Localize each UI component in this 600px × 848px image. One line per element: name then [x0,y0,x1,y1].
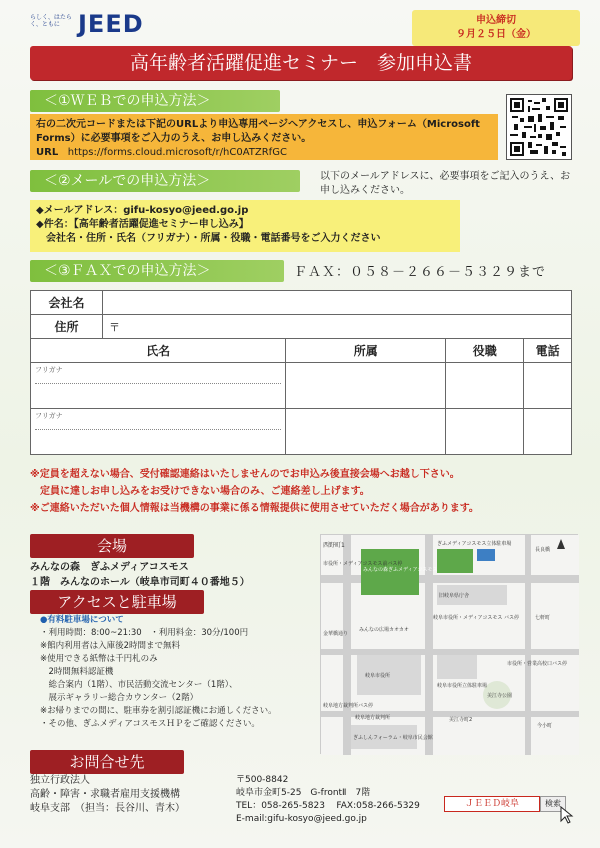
department-field[interactable] [286,363,446,409]
mail-intro: 以下のメールアドレスに、必要事項をご記入のうえ、お申し込みください。 [320,171,571,196]
mail-address: ◆メールアドレス：gifu-kosyo@jeed.go.jp [36,205,249,216]
contact-tel: TEL：058-265-5823 [236,801,325,811]
table-row [31,409,572,455]
map-label: 長良橋 [535,547,551,553]
col-title: 役職 [446,339,524,363]
note-line: ※定員を超えない場合、受付確認連絡はいたしませんのでお申込み後直接会場へお越し下さい。 [30,469,460,480]
name-field[interactable] [31,363,286,409]
map-label: 今小町 [537,723,553,729]
postal-mark: 〒 [109,320,120,334]
map-label: 西野町1 [323,542,345,549]
contact-email[interactable]: E-mail:gifu-kosyo@jeed.go.jp [236,814,367,824]
venue-details [30,560,320,590]
col-department: 所属 [286,339,446,363]
org-line: 高齢・障害・求職者雇用支援機構 [30,789,180,800]
contact-phones [236,800,456,813]
web-body: 右の二次元コードまたは下記のURLより申込専用ページへアクセスし、申込フォーム（Microsoft Forms）に必要事項をご入力のうえ、お申し込みください。 [36,119,480,144]
venue-heading: 会場 [30,534,194,558]
access-line: 総合案内（1階）、市民活動交流センター（1階）、 [40,680,238,690]
access-details [40,614,320,731]
note-line: 定員に達しお申し込みをお受けできない場合のみ、ご連絡差し上げます。 [30,486,370,497]
map-label: 旧岐阜県庁舎 [439,593,470,599]
mail-fields: 会社名・住所・氏名（フリガナ）・所属・役職・電話番号をご入力ください [46,233,381,244]
access-line: ●有料駐車場について [40,615,124,625]
deadline-date: ９月２５日（金） [456,29,536,40]
map-label: 市役所・メディアコスモス前バス停 [323,561,403,567]
access-line: ・利用時間：8:00~21:30 ・利用料金：30分/100円 [40,628,249,638]
map-label: 七軒町 [535,615,551,621]
access-line: ※館内利用者は入庫後2時間まで無料 [40,641,181,651]
venue-map [320,534,578,754]
access-line: 2時間無料認証機 [40,667,114,677]
address-label: 住所 [31,315,103,339]
furigana-label: フリガナ [35,412,63,420]
address-row [31,315,572,339]
furigana-label: フリガナ [35,366,63,374]
contact-address: 岐阜市金町5-25 G-frontⅡ 7階 [236,788,371,798]
logo-tagline: らしく、はたらく、ともに [30,14,72,28]
mail-section-heading: ＜②メールでの申込方法＞ [30,170,300,192]
venue-line1: みんなの森 ぎふメディアコスモス [30,562,189,573]
web-section-heading: ＜①ＷＥＢでの申込方法＞ [30,90,280,112]
map-label: 岐阜地方裁判所バス停 [323,703,374,709]
table-row [31,363,572,409]
notes [30,466,578,517]
title-field[interactable] [446,409,524,455]
map-drawing [321,535,579,755]
url-label: URL [36,147,59,158]
cursor-icon [560,806,574,824]
map-label: 美江寺町2 [449,717,473,723]
search-input[interactable]: ＪＥＥＤ岐阜 [444,796,540,812]
contact-info [236,774,456,826]
company-label: 会社名 [31,291,103,315]
access-heading: アクセスと駐車場 [30,590,204,614]
access-line: ※お帰りまでの間に、駐車券を割引認証機にお通しください。 [40,706,277,716]
map-label: 金華橋通り [323,631,349,637]
address-field[interactable] [103,315,572,339]
access-line: 展示ギャラリー総合カウンター（2階） [40,693,199,703]
parking-building [437,549,473,573]
map-label: 岐阜市役所 [365,673,391,679]
map-label: みんなの森ぎふメディアコスモス [363,567,438,573]
col-name: 氏名 [31,339,286,363]
col-phone: 電話 [524,339,572,363]
page-title: 高年齢者活躍促進セミナー 参加申込書 [30,46,572,80]
web-url-line [36,146,492,160]
map-label: ぎふメディアコスモス立体駐車場 [437,541,512,547]
application-form-table [30,290,572,455]
phone-field[interactable] [524,409,572,455]
mail-subject: ◆件名：【高年齢者活躍促進セミナー申し込み】 [36,219,249,230]
title-field[interactable] [446,363,524,409]
road [343,535,351,755]
map-label: 市役所・営業高校口バス停 [507,661,568,667]
contact-heading: お問合せ先 [30,750,184,774]
road [321,649,579,655]
web-url-link[interactable]: https://forms.cloud.microsoft/r/hC0ATZRfGC [67,147,287,158]
qr-code[interactable] [506,94,572,160]
fax-section-heading: ＜③ＦＡＸでの申込方法＞ [30,260,284,282]
map-label: 岐阜市役所・メディアコスモス バス停 [433,615,519,621]
contact-postal: 〒500-8842 [236,775,289,785]
map-label: みんなの広場カオカオ [359,627,409,633]
search-button[interactable]: 検索 [540,796,566,812]
deadline-badge [412,10,580,46]
note-line: ※ご連絡いただいた個人情報は当機構の事業に係る情報提供に使用させていただく場合があります。 [30,503,479,514]
mail-details [30,200,460,252]
header-row [31,339,572,363]
access-line: ※使用できる紙幣は千円札のみ [40,654,158,664]
map-label: ぎふしんフォーラム・岐阜市民会館 [353,735,433,741]
contact-fax: FAX:058-266-5329 [336,801,420,811]
org-line: 独立行政法人 [30,775,90,786]
deadline-label: 申込締切 [476,15,516,26]
venue-line2: １階 みんなのホール（岐阜市司町４０番地５） [30,577,250,588]
jeed-logo: JEED [78,10,144,38]
parking-icon [477,549,495,561]
name-field[interactable] [31,409,286,455]
map-label: 岐阜地方裁判所 [355,715,391,721]
qr-code-image [510,98,568,156]
fax-number: ＦＡＸ：０５８－２６６－５３２９まで [294,265,547,280]
company-field[interactable] [103,291,572,315]
org-line: 岐阜支部 （担当：長谷川、青木） [30,803,185,814]
web-instructions [30,114,498,160]
map-label: 美江寺公園 [487,693,513,699]
road [321,575,579,583]
company-row [31,291,572,315]
access-line: ・その他、ぎふメディアコスモスＨＰをご確認ください。 [40,719,260,729]
contact-org [30,774,250,816]
phone-field[interactable] [524,363,572,409]
map-label: 岐阜市役所立体駐車場 [437,683,488,689]
road [525,535,531,755]
city-hall-parking [437,655,477,679]
department-field[interactable] [286,409,446,455]
